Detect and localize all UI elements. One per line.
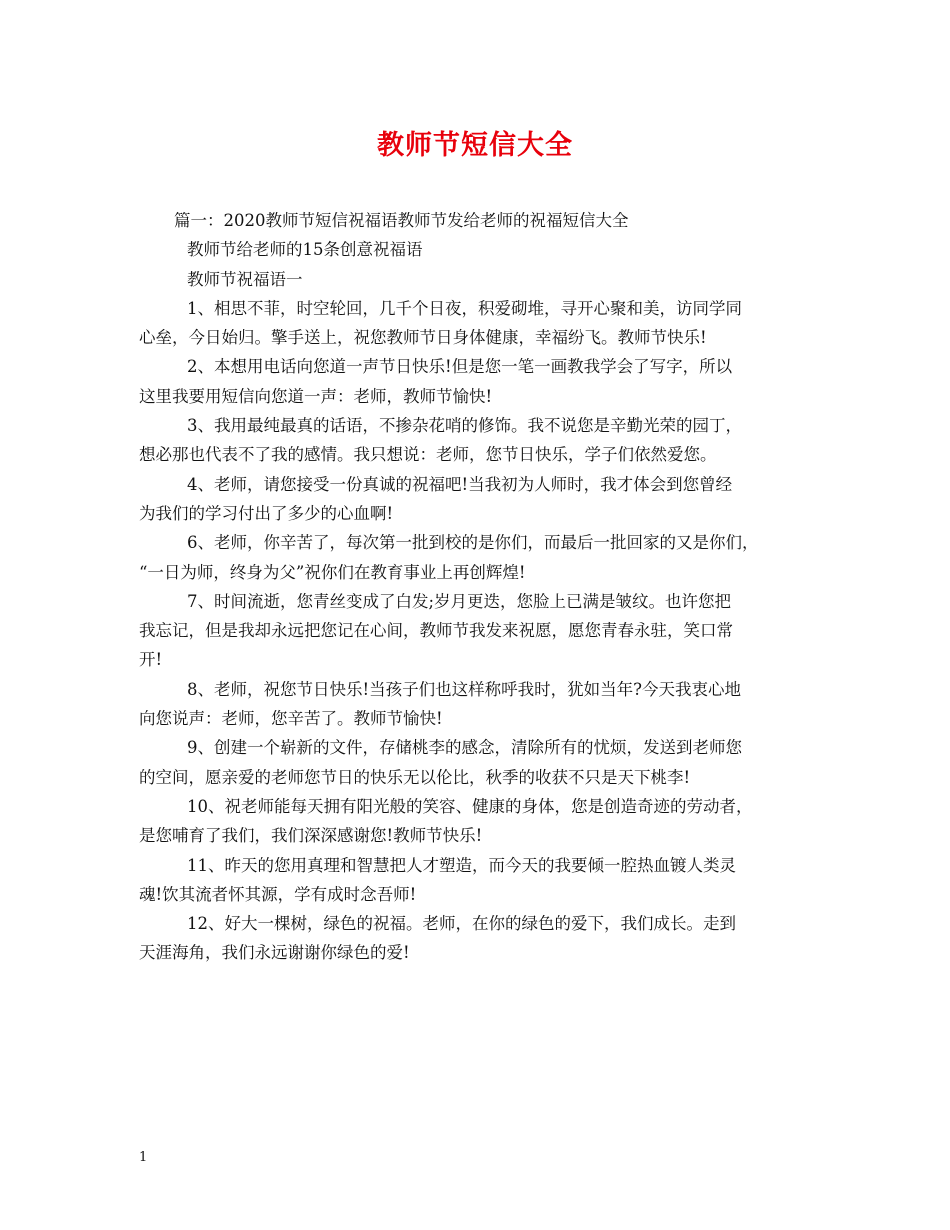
paragraph-line: “一日为师，终身为父”祝你们在教育事业上再创辉煌! [139,562,526,582]
paragraph-line: 魂!饮其流者怀其源，学有成时念吾师! [139,884,417,904]
paragraph-line: 心垒，今日始归。擎手送上，祝您教师节日身体健康，幸福纷飞。教师节快乐! [139,328,707,348]
paragraph-line: 8、老师，祝您节日快乐!当孩子们也这样称呼我时，犹如当年?今天我衷心地 [187,679,741,699]
paragraph-line: 是您哺育了我们，我们深深感谢您!教师节快乐! [139,826,483,846]
paragraph-line: 7、时间流逝，您青丝变成了白发;岁月更迭，您脸上已满是皱纹。也许您把 [187,591,732,611]
document-body [139,206,819,968]
paragraph-line: 2、本想用电话向您道一声节日快乐!但是您一笔一画教我学会了写字，所以 [187,357,733,377]
page-number: 1 [139,1150,148,1165]
paragraph-line: 1、相思不菲，时空轮回，几千个日夜，积爱砌堆，寻开心聚和美，访同学同 [187,298,742,318]
paragraph-line: 4、老师，请您接受一份真诚的祝福吧!当我初为人师时，我才体会到您曾经 [187,474,733,494]
paragraph-line: 的空间，愿亲爱的老师您节日的快乐无以伦比，秋季的收获不只是天下桃李! [139,767,691,787]
paragraph-line: 为我们的学习付出了多少的心血啊! [139,503,394,523]
paragraph-line: 9、创建一个崭新的文件，存储桃李的感念，清除所有的忧烦，发送到老师您 [187,738,742,758]
paragraph-line: 我忘记，但是我却永远把您记在心间，教师节我发来祝愿，愿您青春永驻，笑口常 [139,621,733,641]
paragraph-line: 6、老师，你辛苦了，每次第一批到校的是你们，而最后一批回家的又是你们， [187,533,759,553]
paragraph-line: 这里我要用短信向您道一声：老师，教师节愉快! [139,386,493,406]
paragraph-line: 开! [139,650,163,670]
paragraph-line: 11、昨天的您用真理和智慧把人才塑造，而今天的我要倾一腔热血镀人类灵 [187,855,736,875]
subheading: 教师节给老师的15条创意祝福语 [187,240,423,260]
paragraph-line: 10、祝老师能每天拥有阳光般的笑容、健康的身体，您是创造奇迹的劳动者， [187,796,753,816]
paragraph-line: 天涯海角，我们永远谢谢你绿色的爱! [139,943,410,963]
document-title: 教师节短信大全 [377,130,573,161]
paragraph-line: 想必那也代表不了我的感情。我只想说：老师，您节日快乐，学子们依然爱您。 [139,445,717,465]
paragraph-line: 12、好大一棵树，绿色的祝福。老师，在你的绿色的爱下，我们成长。走到 [187,914,736,934]
section-heading: 篇一：2020教师节短信祝福语教师节发给老师的祝福短信大全 [174,211,629,230]
paragraph-line: 3、我用最纯最真的话语，不掺杂花哨的修饰。我不说您是辛勤光荣的园丁， [187,416,742,436]
subheading: 教师节祝福语一 [187,269,303,289]
paragraph-line: 向您说声：老师，您辛苦了。教师节愉快! [139,709,443,729]
